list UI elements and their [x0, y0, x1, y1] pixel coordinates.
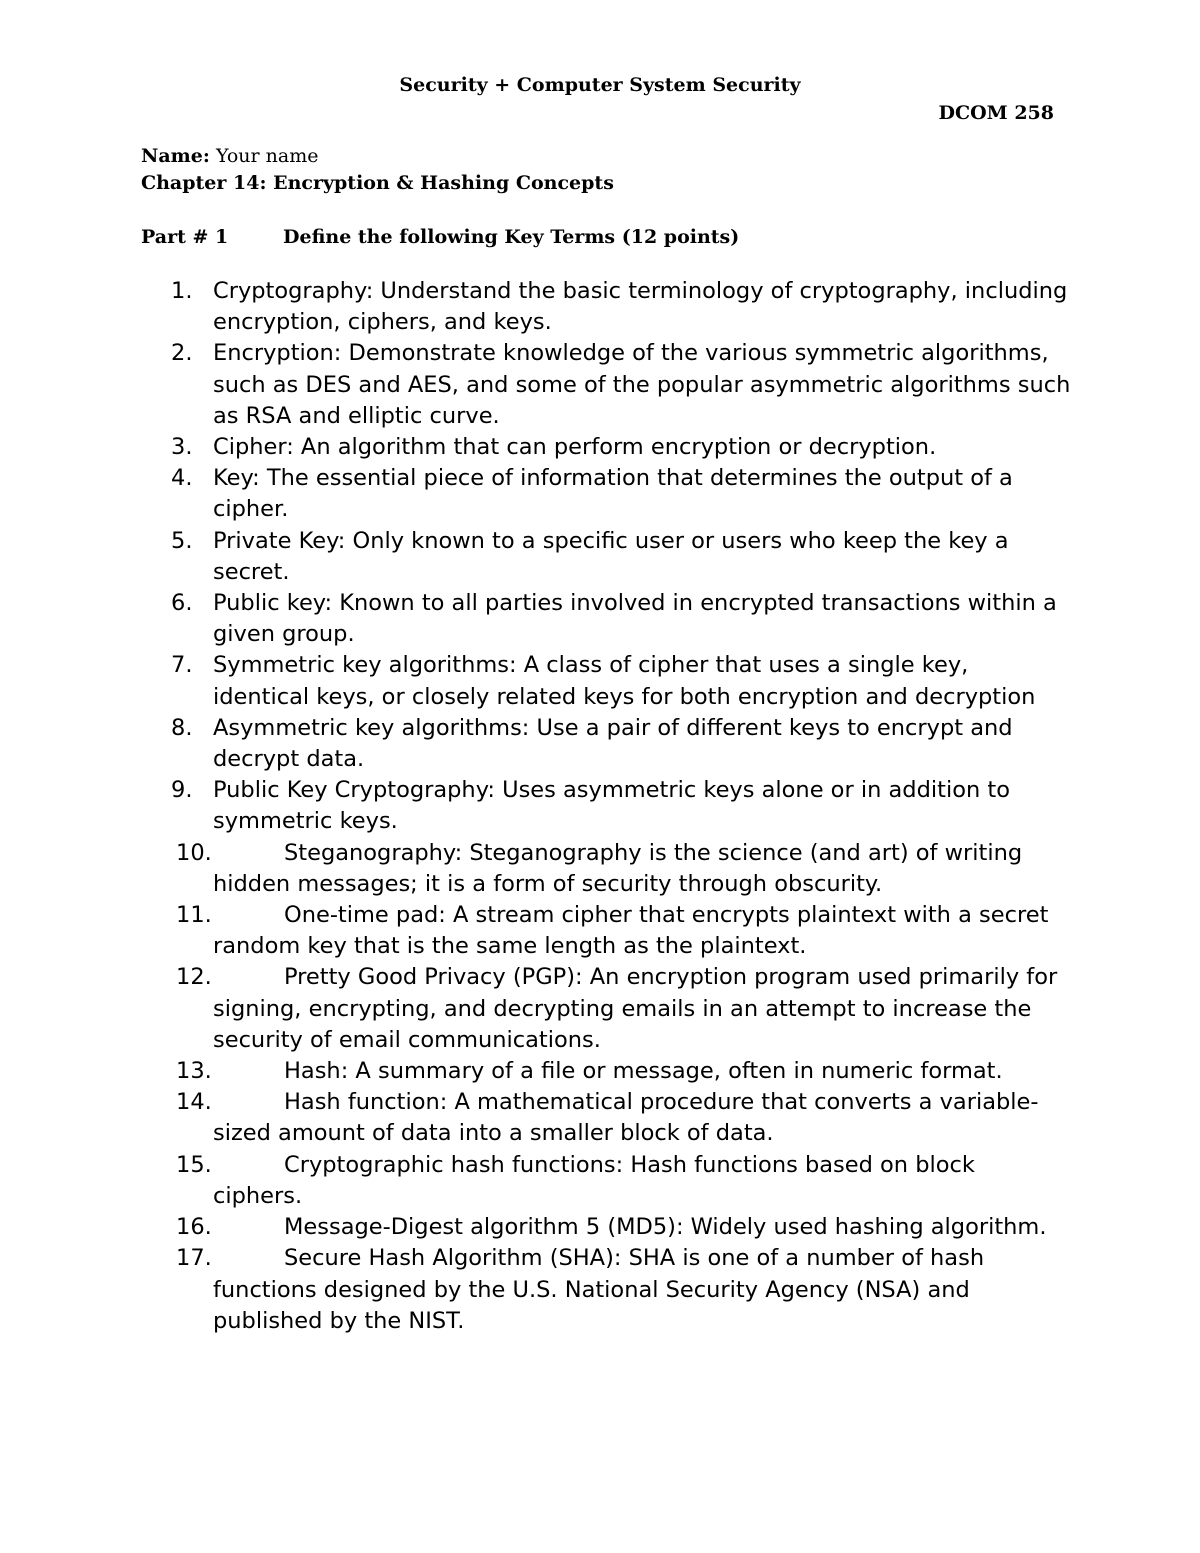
item-text: One-time pad: A stream cipher that encrypts plaintext with a secret random key that is the same length as the plaintext. — [213, 902, 1049, 960]
item-text: Cryptographic hash functions: Hash functions based on block ciphers. — [213, 1151, 975, 1209]
list-item — [141, 1087, 1071, 1149]
item-number: 9. — [171, 777, 193, 804]
item-number: 8. — [171, 714, 193, 741]
name-label: Name: — [141, 145, 210, 167]
name-value: Your name — [215, 145, 319, 167]
item-text: Private Key: Only known to a specific user or users who keep the key a secret. — [213, 527, 1009, 585]
list-item — [141, 588, 1071, 650]
document-title: Security + Computer System Security — [399, 74, 801, 96]
list-item — [141, 713, 1071, 775]
list-item — [141, 650, 1071, 712]
list-item — [141, 432, 1071, 463]
item-text: Cipher: An algorithm that can perform encryption or decryption. — [213, 434, 937, 461]
item-number: 14. — [176, 1089, 212, 1116]
list-item — [141, 463, 1071, 525]
list-item — [141, 838, 1071, 900]
item-number: 10. — [176, 839, 212, 866]
item-number: 13. — [176, 1058, 212, 1085]
list-item — [141, 1243, 1071, 1337]
list-item — [141, 526, 1071, 588]
item-number: 17. — [176, 1245, 212, 1272]
item-text: Hash function: A mathematical procedure that converts a variable-sized amount of data into a smaller block of data. — [213, 1089, 1039, 1147]
item-number: 15. — [176, 1151, 212, 1178]
item-text: Cryptography: Understand the basic terminology of cryptography, including encryption, ciphers, and keys. — [213, 278, 1068, 336]
course-code: DCOM 258 — [938, 102, 1054, 124]
item-text: Public key: Known to all parties involved in encrypted transactions within a given group. — [213, 590, 1057, 648]
list-item — [141, 900, 1071, 962]
item-number: 1. — [171, 278, 193, 304]
item-number: 2. — [171, 340, 193, 367]
item-text: Steganography: Steganography is the science (and art) of writing hidden messages; it is a form of security through obscurity. — [213, 839, 1023, 897]
item-text: Asymmetric key algorithms: Use a pair of different keys to encrypt and decrypt data. — [213, 714, 1013, 773]
key-terms-list — [141, 276, 1071, 1337]
name-line — [141, 145, 318, 167]
part-instruction: Define the following Key Terms (12 points) — [283, 226, 740, 248]
item-number: 16. — [176, 1214, 212, 1241]
item-text: Public Key Cryptography: Uses asymmetric keys alone or in addition to symmetric keys. — [213, 777, 1010, 835]
part-heading — [141, 226, 739, 248]
item-number: 12. — [176, 964, 212, 991]
item-number: 11. — [176, 902, 212, 929]
list-item — [141, 1212, 1071, 1243]
item-number: 5. — [171, 527, 193, 554]
chapter-heading: Chapter 14: Encryption & Hashing Concepts — [141, 172, 614, 194]
item-text: Pretty Good Privacy (PGP): An encryption program used primarily for signing, encrypting, and decrypting emails in an attempt to increase the security of email communications. — [213, 964, 1058, 1053]
item-number: 3. — [171, 434, 193, 461]
part-number: Part # 1 — [141, 226, 229, 248]
item-text: Message-Digest algorithm 5 (MD5): Widely used hashing algorithm. — [284, 1214, 1047, 1241]
item-text: Key: The essential piece of information that determines the output of a cipher. — [213, 465, 1013, 523]
item-number: 6. — [171, 590, 193, 617]
list-item — [141, 1056, 1071, 1087]
item-text: Hash: A summary of a file or message, often in numeric format. — [284, 1058, 1003, 1085]
item-number: 4. — [171, 465, 193, 492]
item-text: Secure Hash Algorithm (SHA): SHA is one of a number of hash functions designed by the U.S. National Security Agency (NSA) and published by the NIST. — [213, 1245, 985, 1334]
item-number: 7. — [171, 652, 193, 679]
list-item — [141, 775, 1071, 837]
item-text: Symmetric key algorithms: A class of cipher that uses a single key, identical keys, or closely related keys for both encryption and decryption — [213, 652, 1036, 710]
item-text: Encryption: Demonstrate knowledge of the various symmetric algorithms, such as DES and AES, and some of the popular asymmetric algorithms such as RSA and elliptic curve. — [213, 340, 1071, 429]
list-item — [141, 962, 1071, 1056]
list-item — [141, 1150, 1071, 1212]
list-item — [141, 338, 1071, 432]
list-item — [141, 276, 1071, 338]
